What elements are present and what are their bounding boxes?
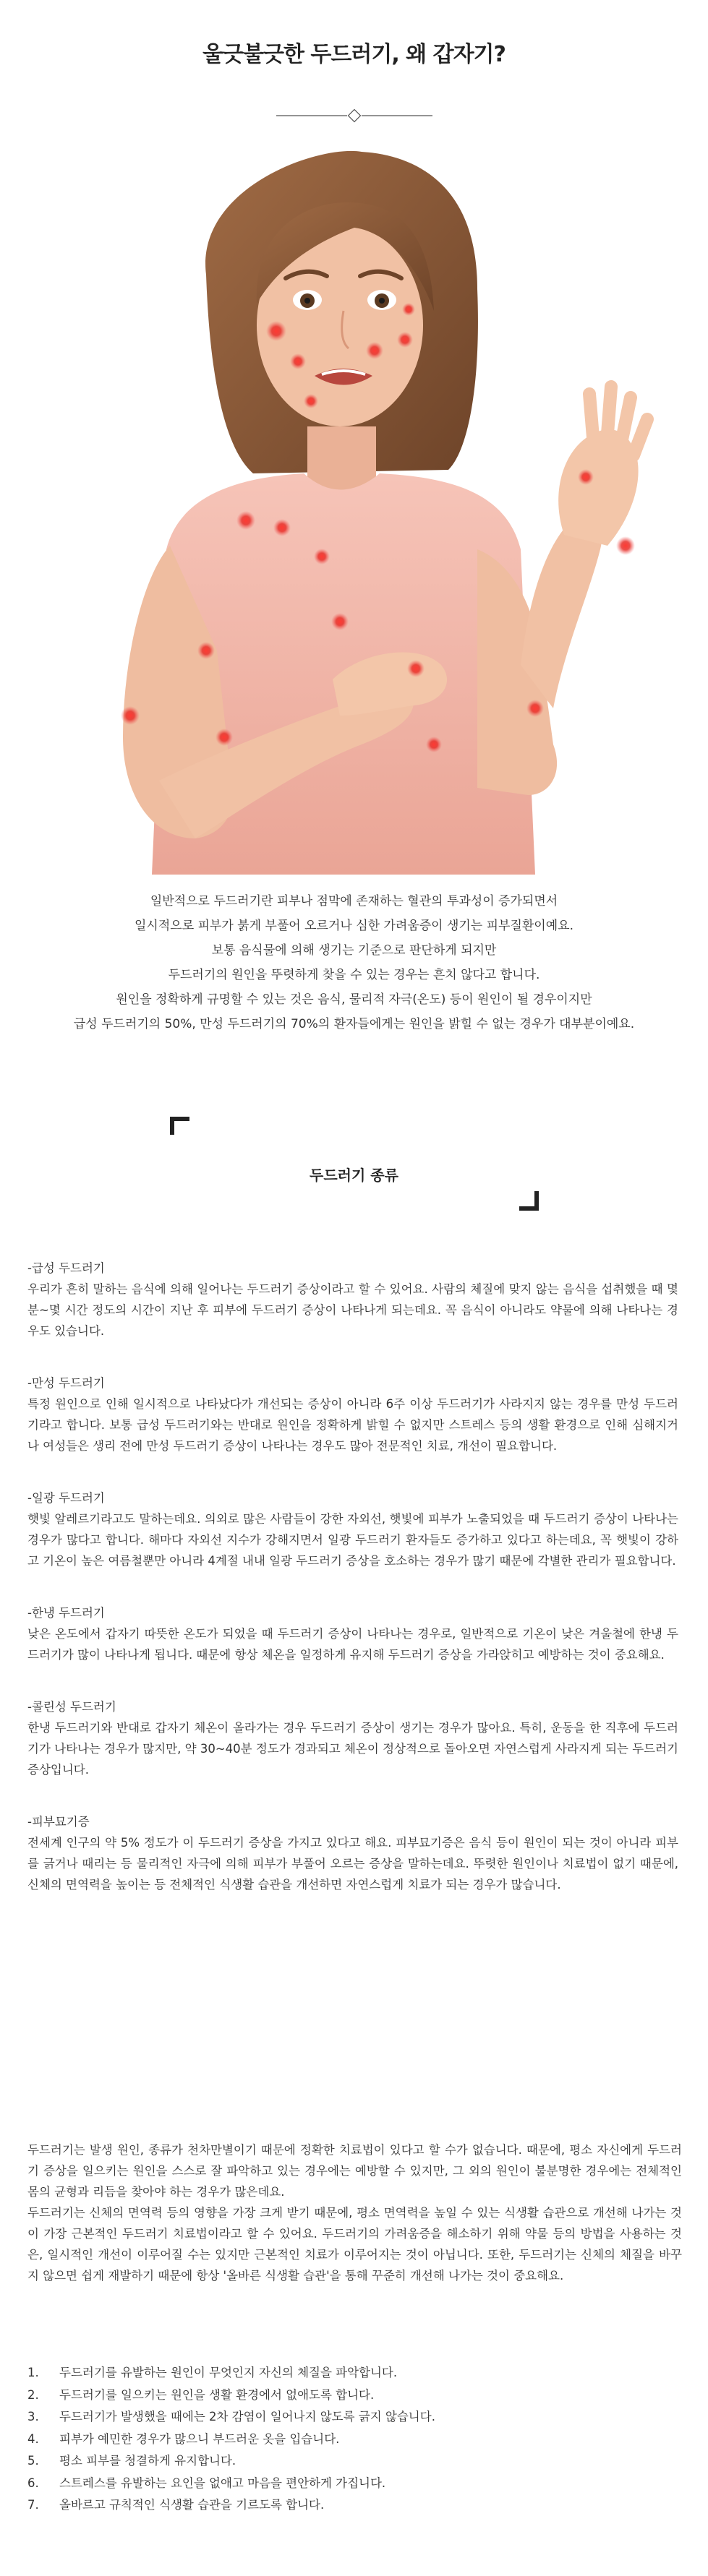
- title-divider: [276, 108, 432, 123]
- tip-number: 1.: [27, 2366, 39, 2379]
- tip-number: 7.: [27, 2498, 39, 2512]
- summary-paragraph: 두드러기는 발생 원인, 종류가 천차만별이기 때문에 정확한 치료법이 있다고 할 수가 없습니다. 때문에, 평소 자신에게 두드러기 증상을 일으키는 원인을 스스로 잘 파악하고 있는 경우에는 예방할 수 있지만, 그 외의 원인이 불분명한 경우에는 전체적인 몸의 균형과 리듬을 찾아야 하는 경우가 많은데요.: [27, 2143, 682, 2199]
- tip-text: 두드러기를 일으키는 원인을 생활 환경에서 없애도록 합니다.: [59, 2387, 375, 2402]
- intro-text: [29, 889, 679, 1036]
- type-name: -한냉 두드러기: [27, 1606, 105, 1620]
- tip-text: 두드러기가 발생했을 때에는 2차 감염이 일어나지 않도록 긁지 않습니다.: [59, 2410, 435, 2423]
- intro-line: 일반적으로 두드러기란 피부나 점막에 존재하는 혈관의 투과성이 증가되면서: [150, 894, 558, 909]
- type-cold: [27, 1602, 678, 1665]
- type-name: -만성 두드러기: [27, 1376, 105, 1390]
- type-chronic: [27, 1373, 678, 1456]
- type-description: 낮은 온도에서 갑자기 따뜻한 온도가 되었을 때 두드러기 증상이 나타나는 경우로, 일반적으로 기온이 낮은 겨울철에 한냉 두드러기가 많이 나타나게 됩니다. 때문에 항상 체온을 일정하게 유지해 두드러기 증상을 가라앉히고 예방하는 것이 중요해요.: [27, 1627, 678, 1662]
- type-cholinergic: [27, 1696, 678, 1780]
- type-dermographism: [27, 1811, 678, 1895]
- type-name: -급성 두드러기: [27, 1261, 105, 1275]
- type-description: 특정 원인으로 인해 일시적으로 나타났다가 개선되는 증상이 아니라 6주 이상 두드러기가 사라지지 않는 경우를 만성 두드러기라고 합니다. 보통 급성 두드러기와는 반대로 원인을 정확하게 밝힐 수 없지만 스트레스 등의 생활 환경으로 인해 심해지거나 여성들은 생리 전에 만성 두드러기 증상이 나타나는 경우도 많아 전문적인 치료, 개선이 필요합니다.: [27, 1397, 678, 1453]
- section-title: 두드러기 종류: [310, 1167, 398, 1184]
- tip-text: 올바르고 규칙적인 식생활 습관을 기르도록 합니다.: [59, 2498, 325, 2512]
- tip-text: 평소 피부를 청결하게 유지합니다.: [59, 2454, 236, 2468]
- tip-item: [27, 2494, 682, 2517]
- type-description: 전세계 인구의 약 5% 정도가 이 두드러기 증상을 가지고 있다고 해요. 피부묘기증은 음식 등이 원인이 되는 것이 아니라 피부를 긁거나 때리는 등 물리적인 자극에 의해 피부가 부풀어 오르는 증상을 말하는데요. 뚜렷한 원인이나 치료법이 없기 때문에, 신체의 면역력을 높이는 등 전체적인 식생활 습관을 개선하면 자연스럽게 치료가 되는 경우가 많습니다.: [27, 1836, 678, 1892]
- tip-item: [27, 2406, 682, 2429]
- tip-text: 피부가 예민한 경우가 많으니 부드러운 옷을 입습니다.: [59, 2431, 340, 2446]
- type-acute: [27, 1258, 678, 1341]
- page-title: 울긋불긋한 두드러기, 왜 갑자기?: [202, 42, 506, 67]
- intro-line: 일시적으로 피부가 붉게 부풀어 오르거나 심한 가려움증이 생기는 피부질환이예요.: [135, 919, 573, 933]
- intro-line: 보통 음식물에 의해 생기는 기준으로 판단하게 되지만: [211, 943, 497, 958]
- tip-number: 6.: [27, 2476, 39, 2490]
- prevention-tips-list: [27, 2362, 682, 2517]
- tip-item: [27, 2473, 682, 2495]
- tip-item: [27, 2450, 682, 2473]
- intro-line: 두드러기의 원인을 뚜렷하게 찾을 수 있는 경우는 흔치 않다고 합니다.: [168, 968, 540, 982]
- type-solar: [27, 1487, 678, 1571]
- hives-types-list: [27, 1258, 678, 1926]
- intro-line: 급성 두드러기의 50%, 만성 두드러기의 70%의 환자들에게는 원인을 밝힐 수 없는 경우가 대부분이예요.: [73, 1017, 635, 1031]
- tip-item: [27, 2384, 682, 2407]
- tip-number: 2.: [27, 2387, 39, 2402]
- type-description: 우리가 흔히 말하는 음식에 의해 일어나는 두드러기 증상이라고 할 수 있어요. 사람의 체질에 맞지 않는 음식을 섭취했을 때 몇 분~몇 시간 정도의 시간이 지난 후 피부에 두드러기 증상이 나타나게 되는데요. 꼭 음식이 아니라도 약물에 의해 나타나는 경우도 있습니다.: [27, 1282, 678, 1338]
- type-name: -일광 두드러기: [27, 1491, 105, 1505]
- tip-number: 4.: [27, 2431, 39, 2446]
- tip-item: [27, 2429, 682, 2451]
- type-name: -콜린성 두드러기: [27, 1700, 116, 1714]
- tip-text: 스트레스를 유발하는 요인을 없애고 마음을 편안하게 가집니다.: [59, 2476, 386, 2490]
- tip-item: [27, 2362, 682, 2384]
- tip-number: 5.: [27, 2454, 39, 2468]
- type-description: 한냉 두드러기와 반대로 갑자기 체온이 올라가는 경우 두드러기 증상이 생기는 경우가 많아요. 특히, 운동을 한 직후에 두드러기가 나타나는 경우가 많지만, 약 30~40분 정도가 경과되고 체온이 정상적으로 돌아오면 자연스럽게 사라지게 되는 두드러기 증상입니다.: [27, 1721, 678, 1777]
- intro-line: 원인을 정확하게 규명할 수 있는 것은 음식, 물리적 자극(온도) 등이 원인이 될 경우이지만: [116, 992, 592, 1007]
- summary-text: [27, 2139, 682, 2286]
- hives-woman-illustration: [14, 145, 694, 875]
- summary-paragraph: 두드러기는 신체의 면역력 등의 영향을 가장 크게 받기 때문에, 평소 면역력을 높일 수 있는 식생활 습관으로 개선해 나가는 것이 가장 근본적인 두드러기 치료법이라고 할 수 있어요. 두드러기의 가려움증을 해소하기 위해 약물 등의 방법을 사용하는 것은, 일시적인 개선이 이루어질 수는 있지만 근본적인 치료가 이루어지는 것이 아닙니다. 또한, 두드러기는 신체의 체질을 바꾸지 않으면 쉽게 재발하기 때문에 항상 '올바른 식생활 습관'을 통해 꾸준히 개선해 나가는 것이 중요해요.: [27, 2206, 682, 2283]
- type-description: 햇빛 알레르기라고도 말하는데요. 의외로 많은 사람들이 강한 자외선, 햇빛에 피부가 노출되었을 때 두드러기 증상이 나타나는 경우가 많다고 합니다. 해마다 자외선 지수가 강해지면서 일광 두드러기 환자들도 증가하고 있다고 하는데요, 꼭 햇빛이 강하고 기온이 높은 여름철뿐만 아니라 4계절 내내 일광 두드러기 증상을 호소하는 경우가 많기 때문에 각별한 관리가 필요합니다.: [27, 1512, 678, 1568]
- tip-text: 두드러기를 유발하는 원인이 무엇인지 자신의 체질을 파악합니다.: [59, 2366, 398, 2379]
- tip-number: 3.: [27, 2410, 39, 2423]
- type-name: -피부묘기증: [27, 1815, 90, 1829]
